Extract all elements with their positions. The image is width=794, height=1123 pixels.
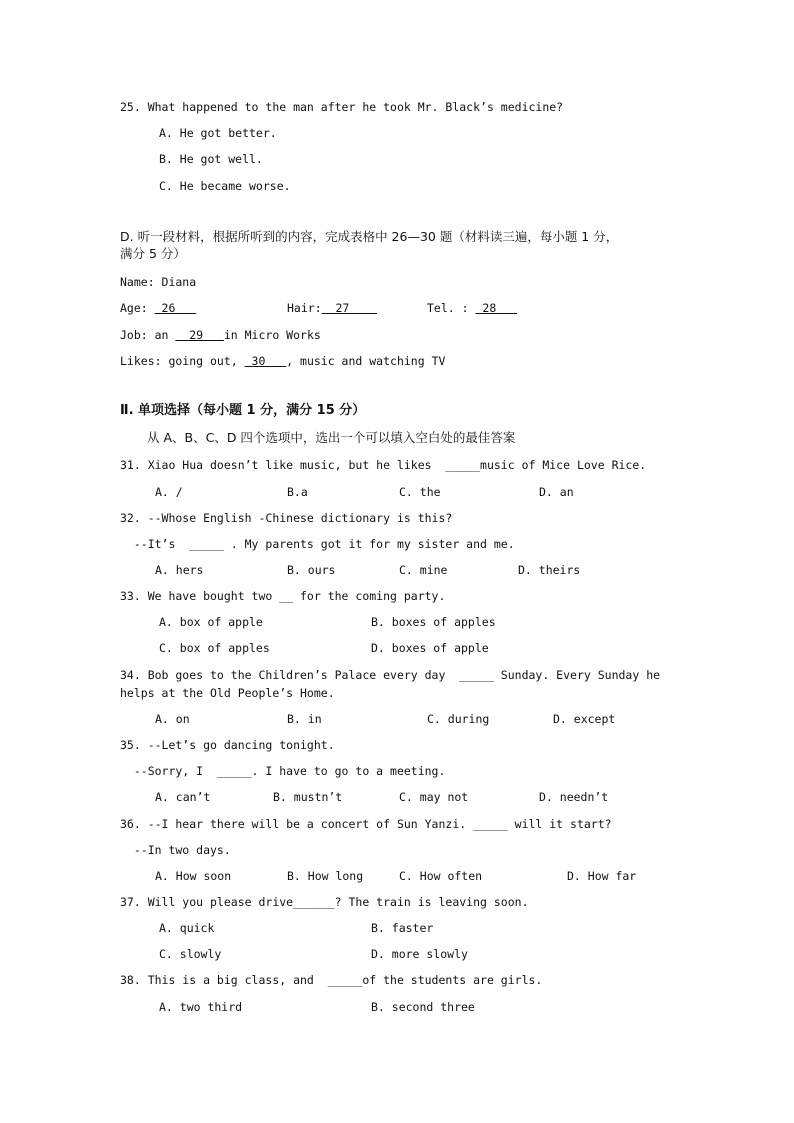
question-32-option-c: C. mine <box>399 563 448 577</box>
question-37-option-b: B. faster <box>371 921 434 935</box>
question-31-option-c: C. the <box>399 485 441 499</box>
form-job <box>120 328 321 343</box>
question-35-option-d: D. needn’t <box>539 790 609 804</box>
question-38-stem: 38. This is a big class, and _____of the students are girls. <box>120 973 543 987</box>
question-35-stem: 35. --Let’s go dancing tonight. <box>120 738 335 752</box>
question-38-option-b: B. second three <box>371 1000 475 1014</box>
likes-rest: , music and watching TV <box>286 354 446 368</box>
section-ii-instruction: 从 A、B、C、D 四个选项中，选出一个可以填入空白处的最佳答案 <box>147 430 516 445</box>
question-35-option-a: A. can’t <box>155 790 211 804</box>
age-label: Age: <box>120 301 155 315</box>
question-37-option-d: D. more slowly <box>371 947 468 961</box>
hair-label: Hair: <box>287 301 322 315</box>
question-37-option-c: C. slowly <box>159 947 222 961</box>
question-32-option-b: B. ours <box>287 563 336 577</box>
job-rest: in Micro Works <box>223 328 321 342</box>
question-25-stem: 25. What happened to the man after he took Mr. Black’s medicine? <box>120 100 564 114</box>
question-37-stem: 37. Will you please drive______? The train is leaving soon. <box>120 895 529 909</box>
question-34-option-b: B. in <box>287 712 322 726</box>
question-36-option-d: D. How far <box>567 869 637 883</box>
question-31-option-d: D. an <box>539 485 574 499</box>
section-d-instruction-cont: 满分 5 分） <box>120 246 186 261</box>
job-label: Job: an <box>120 328 176 342</box>
question-35-stem-cont: --Sorry, I _____. I have to go to a meeting. <box>120 764 446 778</box>
likes-label: Likes: going out, <box>120 354 245 368</box>
question-31-option-b: B.a <box>287 485 308 499</box>
question-32-stem: 32. --Whose English -Chinese dictionary is this? <box>120 511 453 525</box>
question-34-option-d: D. except <box>553 712 616 726</box>
form-likes <box>120 354 445 369</box>
form-age <box>120 301 196 316</box>
form-tel <box>427 301 517 316</box>
question-32-option-d: D. theirs <box>518 563 581 577</box>
question-33-option-b: B. boxes of apples <box>371 615 496 629</box>
age-blank: 26 <box>154 301 197 315</box>
job-blank: 29 <box>175 328 224 342</box>
question-34-stem-cont: helps at the Old People’s Home. <box>120 686 335 700</box>
question-36-option-a: A. How soon <box>155 869 232 883</box>
question-36-stem-cont: --In two days. <box>120 843 231 857</box>
question-25-option-b: B. He got well. <box>159 152 263 166</box>
question-36-stem: 36. --I hear there will be a concert of Sun Yanzi. _____ will it start? <box>120 817 612 831</box>
question-35-option-b: B. mustn’t <box>273 790 343 804</box>
form-hair <box>287 301 377 316</box>
question-32-option-a: A. hers <box>155 563 204 577</box>
question-34-option-c: C. during <box>427 712 490 726</box>
question-31-stem: 31. Xiao Hua doesn’t like music, but he likes _____music of Mice Love Rice. <box>120 458 647 472</box>
question-33-option-c: C. box of apples <box>159 641 270 655</box>
question-37-option-a: A. quick <box>159 921 215 935</box>
question-32-stem-cont: --It’s _____ . My parents got it for my sister and me. <box>120 537 515 551</box>
question-33-stem: 33. We have bought two __ for the coming party. <box>120 589 446 603</box>
section-d-instruction: D. 听一段材料，根据所听到的内容，完成表格中 26—30 题（材料读三遍，每小题 1 分， <box>120 229 619 244</box>
likes-blank: 30 <box>244 354 287 368</box>
hair-blank: 27 <box>321 301 378 315</box>
question-25-option-c: C. He became worse. <box>159 179 291 193</box>
question-33-option-d: D. boxes of apple <box>371 641 489 655</box>
question-35-option-c: C. may not <box>399 790 469 804</box>
question-36-option-b: B. How long <box>287 869 364 883</box>
question-33-option-a: A. box of apple <box>159 615 263 629</box>
question-31-option-a: A. / <box>155 485 183 499</box>
tel-label: Tel. : <box>427 301 476 315</box>
section-ii-title: Ⅱ. 单项选择（每小题 1 分，满分 15 分） <box>120 403 366 418</box>
form-name: Name: Diana <box>120 275 197 289</box>
tel-blank: 28 <box>475 301 518 315</box>
question-36-option-c: C. How often <box>399 869 483 883</box>
question-34-stem: 34. Bob goes to the Children’s Palace every day _____ Sunday. Every Sunday he <box>120 668 661 682</box>
question-25-option-a: A. He got better. <box>159 126 277 140</box>
question-38-option-a: A. two third <box>159 1000 243 1014</box>
question-34-option-a: A. on <box>155 712 190 726</box>
